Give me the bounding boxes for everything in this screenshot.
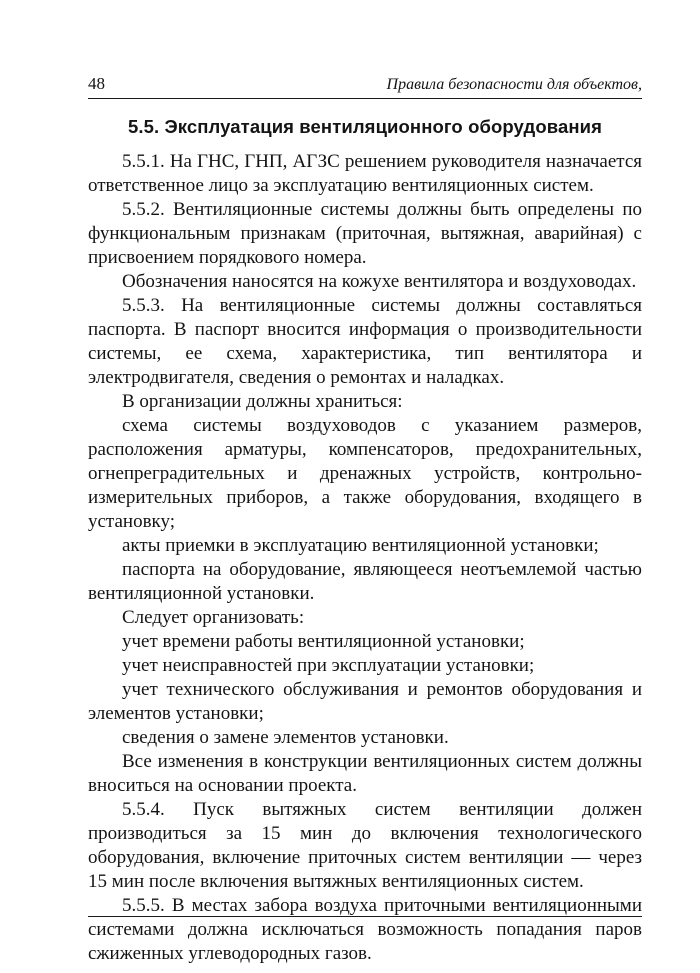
paragraph: 5.5.3. На вентиляционные системы должны составляться паспорта. В паспорт вносится информация о производительности системы, ее схема, характеристика, тип вентилятора и электродвигателя, сведения о ремонтах и наладках. <box>88 295 642 388</box>
paragraph: 5.5.1. На ГНС, ГНП, АГЗС решением руководителя назначается ответственное лицо за эксплуатацию вентиляционных систем. <box>88 151 642 196</box>
page-header <box>88 72 642 99</box>
list-item: учет времени работы вентиляционной установки; <box>122 631 525 652</box>
paragraph: Следует организовать: <box>122 607 305 628</box>
section-title: 5.5. Эксплуатация вентиляционного оборудования <box>128 116 602 137</box>
paragraph: 5.5.4. Пуск вытяжных систем вентиляции должен производиться за 15 мин до включения технологического оборудования, включение приточных систем вентиляции — через 15 мин после включения вытяжных вентиляционных систем. <box>88 799 642 892</box>
paragraph: В организации должны храниться: <box>122 391 403 412</box>
paragraph: 5.5.5. В местах забора воздуха приточными вентиляционными системами должна исключаться возможность попадания паров сжиженных углеводородных газов. <box>88 895 642 964</box>
list-item: паспорта на оборудование, являющееся неотъемлемой частью вентиляционной установки. <box>88 559 642 604</box>
paragraph: Все изменения в конструкции вентиляционных систем должны вноситься на основании проекта. <box>88 751 642 796</box>
paragraph: Обозначения наносятся на кожухе вентилятора и воздуховодах. <box>122 271 637 292</box>
list-item: акты приемки в эксплуатацию вентиляционной установки; <box>122 535 599 556</box>
document-page <box>88 72 642 966</box>
list-item: учет неисправностей при эксплуатации установки; <box>122 655 535 676</box>
footer-rule <box>88 916 642 917</box>
list-item: учет технического обслуживания и ремонтов оборудования и элементов установки; <box>88 679 642 724</box>
list-item: сведения о замене элементов установки. <box>122 727 449 748</box>
paragraph: 5.5.2. Вентиляционные системы должны быть определены по функциональным признакам (приточная, вытяжная, аварийная) с присвоением порядкового номера. <box>88 199 642 268</box>
body-text <box>88 150 642 966</box>
running-title: Правила безопасности для объектов, <box>386 76 642 93</box>
page-number: 48 <box>88 74 105 93</box>
list-item: схема системы воздуховодов с указанием размеров, расположения арматуры, компенсаторов, предохранительных, огнепреградительных и дренажных устройств, контрольно-измерительных приборов, а также оборудования, входящего в установку; <box>88 415 642 532</box>
